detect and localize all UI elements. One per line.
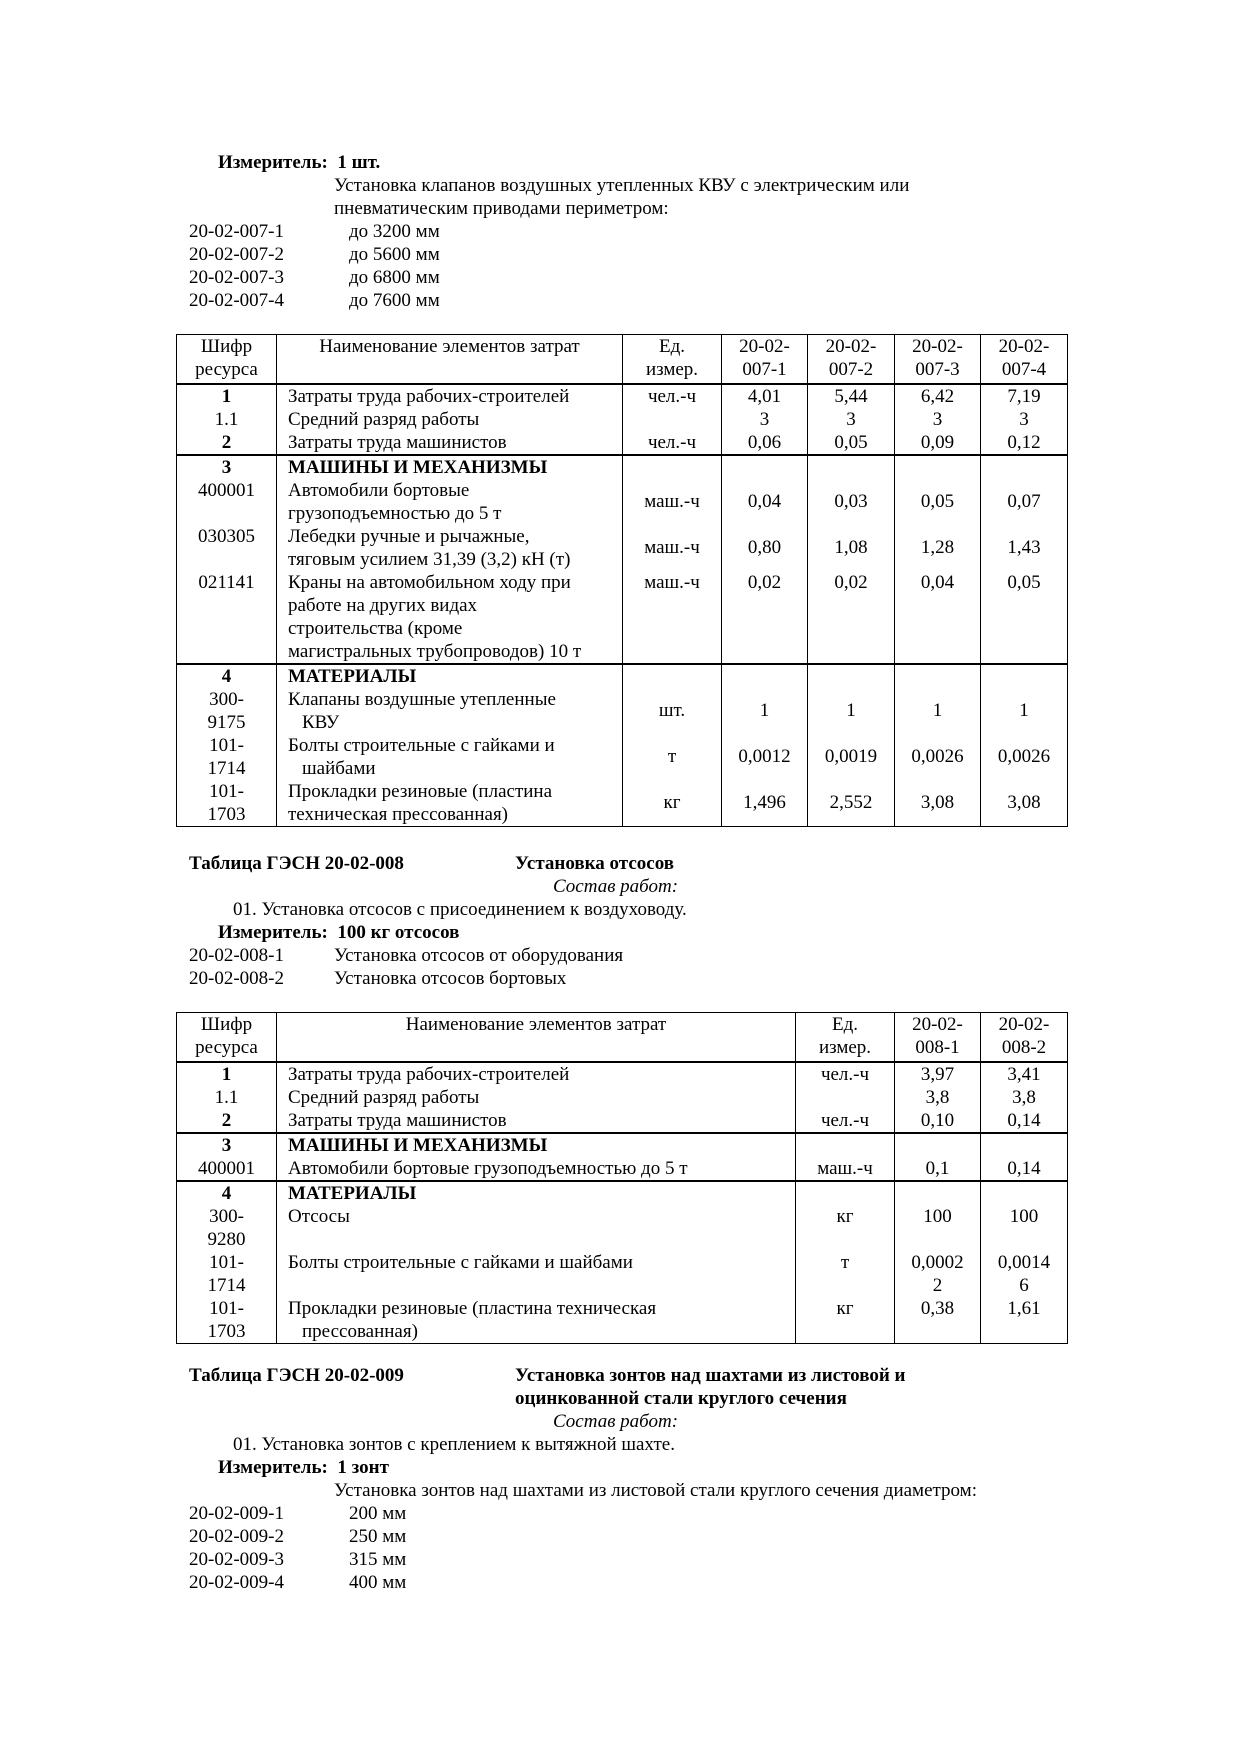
cell-text: Затраты труда рабочих-строителей [288,386,570,407]
cell-text: измер. [818,1037,872,1058]
header-name [277,335,623,385]
measure-line-3 [218,1456,389,1479]
cell-text [796,1320,894,1343]
cell-text: 101- [209,735,244,756]
cell-text: 7,19 [1007,386,1041,407]
item-text: до 6800 мм [349,267,440,288]
cell-text: 100 [1009,1206,1039,1227]
cell-text [796,1228,894,1251]
cell-text: 1,496 [743,792,786,813]
header-code [177,335,277,385]
item-code: 20-02-009-1 [189,1503,284,1524]
value-cell [895,384,981,455]
cell-text: 1,08 [834,537,868,558]
cell-text: 400001 [198,1158,255,1179]
cell-text [981,665,1067,688]
cell-text [981,1228,1067,1251]
cell-text: шайбами [302,758,376,779]
cell-text [981,1182,1067,1205]
intro-line: Установка клапанов воздушных утепленных КВУ с электрическим или [334,175,910,196]
cell-text: т [840,1252,850,1273]
cell-text: 0,0014 [997,1252,1051,1273]
cell-text: Автомобили бортовые грузоподъемностью до 5 т [288,1158,688,1179]
cell-text: 101- [209,781,244,802]
cell-text: 0,05 [1007,572,1041,593]
value-cell [981,1181,1068,1344]
item-code: 20-02-009-2 [189,1526,284,1547]
measure-value: 1 шт. [337,152,381,173]
cell-text: 300- [209,689,244,710]
cell-text: шт. [658,700,686,721]
cell-text [895,456,980,479]
cell-text [796,1182,894,1205]
cell-text: 007-2 [828,359,874,380]
item-text: 400 мм [349,1572,407,1593]
cell-text: Краны на автомобильном ходу при [288,572,571,593]
cell-text: измер. [645,359,699,380]
cell-text: 0,1 [925,1158,950,1179]
cell-text: 0,38 [920,1298,955,1319]
cell-text [177,502,276,525]
cell-text: 3,08 [1007,792,1041,813]
cell-text: 6 [1019,1275,1029,1296]
cell-text: Шифр [200,336,253,357]
cell-text [288,1228,795,1251]
table-header-row [177,1013,1068,1063]
cell-text [895,665,980,688]
cell-text: 3 [221,457,232,478]
measure-value: 100 кг отсосов [337,922,460,943]
cell-text: кг [836,1298,854,1319]
cell-text: маш.-ч [817,1158,873,1179]
value-cell [895,1181,981,1344]
cell-text: Затраты труда рабочих-строителей [288,1064,570,1085]
cell-text: 20-02- [739,336,790,357]
cell-text: 1,28 [920,537,955,558]
measure-line-2 [218,921,459,944]
cell-text: 1714 [207,758,246,779]
cell-text: тяговым усилием 31,39 (3,2) кН (т) [288,549,571,570]
value-cell [808,384,895,455]
cell-text [808,665,894,688]
cell-text: Ед. [831,1014,859,1035]
cell-text: чел.-ч [647,386,697,407]
cell-text [722,665,807,688]
cell-text: 0,04 [747,491,782,512]
item-text: до 3200 мм [349,221,440,242]
cell-text: 1703 [207,804,246,825]
cell-text: 0,04 [920,572,955,593]
table-row-labor [177,1062,1068,1133]
cell-text: грузоподъемностью до 5 т [288,503,502,524]
cell-text: Наименование элементов затрат [405,1014,667,1035]
value-cell [808,664,895,827]
name-cell [277,384,623,455]
cell-text: 20-02- [912,1014,963,1035]
value-cell [722,664,808,827]
cell-text: 3 [846,409,856,430]
cell-text: 100 [923,1206,952,1227]
cell-text: 0,03 [834,491,868,512]
cell-text: Ед. [658,336,686,357]
cell-text: 3,8 [1012,1087,1036,1108]
name-cell [277,664,623,827]
header-name [277,1013,796,1063]
item-text: Установка отсосов от оборудования [334,945,624,966]
cell-text [981,1320,1067,1343]
cell-text: Прокладки резиновые (пластина [288,781,553,802]
table-row-machines [177,1133,1068,1181]
item-text: до 5600 мм [349,244,440,265]
work-item: 01. Установка отсосов с присоединением к воздуховоду. [233,899,687,920]
cell-text: чел.-ч [647,432,697,453]
cell-text: 20-02- [998,1014,1050,1035]
cell-text: 0,02 [834,572,868,593]
cell-text: 2 [932,1275,943,1296]
cell-text: Средний разряд работы [288,409,480,430]
name-cell [277,1133,796,1181]
cell-text: 1 [846,700,856,721]
cell-text: 0,14 [1007,1110,1041,1131]
cell-text: 300- [209,1206,244,1227]
cell-text [288,1274,795,1297]
cell-text [722,456,807,479]
header-unit [796,1013,895,1063]
cell-text: 0,09 [920,432,955,453]
cell-text: 0,12 [1007,432,1041,453]
cell-text: 0,0019 [824,746,878,767]
cell-text: 008-2 [1001,1037,1047,1058]
cell-text: ресурса [195,359,258,380]
value-cell [722,384,808,455]
cell-text: 007-3 [915,359,960,380]
cell-text: 007-4 [1001,359,1047,380]
cell-text [177,594,276,617]
value-cell [981,664,1068,827]
table-title: Установка зонтов над шахтами из листовой и [515,1365,906,1386]
cell-text: 3 [932,409,943,430]
item-text: 315 мм [349,1549,407,1570]
unit-cell [796,1062,895,1133]
name-cell [277,1181,796,1344]
item-code: 20-02-008-1 [189,945,284,966]
unit-cell [796,1133,895,1181]
table-title: оцинкованной стали круглого сечения [515,1388,847,1409]
cell-text: 0,0026 [997,746,1051,767]
value-cell [895,1062,981,1133]
item-text: Установка отсосов бортовых [334,968,567,989]
cell-text: МАШИНЫ И МЕХАНИЗМЫ [288,457,548,478]
cell-text: 007-1 [742,359,787,380]
work-item: 01. Установка зонтов с креплением к вытяжной шахте. [233,1434,675,1455]
cell-text: 3,8 [925,1087,950,1108]
cell-text: 2 [221,1110,232,1131]
cell-text: 0,10 [920,1110,955,1131]
value-cell [981,1062,1068,1133]
cell-text: Затраты труда машинистов [288,432,507,453]
cell-text: маш.-ч [644,537,700,558]
value-cell [981,1133,1068,1181]
cell-text: 20-02- [825,336,877,357]
cell-text: МАШИНЫ И МЕХАНИЗМЫ [288,1135,548,1156]
cell-text: 9175 [207,712,246,733]
cell-text: Болты строительные с гайками и шайбами [288,1252,633,1273]
composition-heading: Состав работ: [553,1411,679,1432]
name-cell [277,455,623,664]
unit-cell [796,1181,895,1344]
cell-text: 5,44 [834,386,868,407]
cell-text: Отсосы [288,1206,350,1227]
cell-text: 2,552 [829,792,873,813]
cell-text [895,1182,980,1205]
header-col [981,335,1068,385]
cell-text [623,456,721,479]
cell-text: Шифр [200,1014,253,1035]
item-text: 250 мм [349,1526,407,1547]
cell-text: Затраты труда машинистов [288,1110,507,1131]
cell-text: 20-02- [998,336,1050,357]
cell-text: работе на других видах [288,595,478,616]
cell-text [895,1134,980,1157]
value-cell [895,455,981,664]
cell-text: 1703 [207,1321,246,1342]
resource-table-2 [176,1012,1068,1344]
cell-text: прессованная) [302,1321,418,1342]
cell-text: 3 [759,409,770,430]
cell-text: техническая прессованная) [288,804,509,825]
cell-text: 0,0002 [911,1252,964,1273]
name-cell [277,1062,796,1133]
cell-text: 1 [1019,700,1029,721]
cell-text: 0,0026 [911,746,964,767]
item-code: 20-02-007-4 [189,290,284,311]
measure-label: Измеритель: [218,152,328,173]
composition-heading: Состав работ: [553,876,679,897]
cell-text: 0,02 [747,572,782,593]
cell-text: 1714 [207,1275,246,1296]
cell-text: кг [663,792,681,813]
cell-text: 021141 [198,572,255,593]
cell-text: кг [836,1206,854,1227]
value-cell [981,455,1068,664]
cell-text [177,548,276,571]
cell-text: 0,07 [1007,491,1041,512]
cell-text: 1,43 [1007,537,1041,558]
cell-text: 008-1 [915,1037,960,1058]
cell-text [796,1134,894,1157]
cell-text: 101- [209,1252,244,1273]
value-cell [981,384,1068,455]
cell-text [981,456,1067,479]
cell-text: МАТЕРИАЛЫ [288,1183,417,1204]
measure-line-1 [218,151,380,174]
table-header-row [177,335,1068,385]
cell-text: Прокладки резиновые (пластина техническая [288,1298,657,1319]
table-row-labor [177,384,1068,455]
header-col [981,1013,1068,1063]
cell-text: строительства (кроме [288,618,463,639]
header-col [808,335,895,385]
cell-text [796,1274,894,1297]
cell-text: магистральных трубопроводов) 10 т [288,641,582,662]
cell-text: 9280 [207,1229,246,1250]
code-cell [177,384,277,455]
item-text: 200 мм [349,1503,407,1524]
measure-label: Измеритель: [218,922,328,943]
unit-cell [623,664,722,827]
cell-text: Клапаны воздушные утепленные [288,689,556,710]
cell-text: МАТЕРИАЛЫ [288,666,417,687]
cell-text [177,640,276,663]
item-code: 20-02-007-1 [189,221,284,242]
header-col [722,335,808,385]
cell-text: 1 [759,700,770,721]
cell-text: 4 [221,666,232,687]
cell-text: 1 [221,1064,232,1085]
resource-table-1 [176,334,1068,827]
cell-text: 0,05 [834,432,868,453]
table-row-materials [177,664,1068,827]
cell-text: чел.-ч [820,1110,870,1131]
table-label: Таблица ГЭСН 20-02-008 [189,853,404,874]
header-col [895,335,981,385]
cell-text: Средний разряд работы [288,1087,480,1108]
cell-text: 030305 [198,526,255,547]
item-code: 20-02-007-3 [189,267,284,288]
cell-text: Лебедки ручные и рычажные, [288,526,530,547]
value-cell [722,455,808,664]
cell-text: 20-02- [912,336,963,357]
code-cell [177,1181,277,1344]
value-cell [895,664,981,827]
cell-text: 4,01 [747,386,782,407]
cell-text: 1 [932,700,943,721]
table-label: Таблица ГЭСН 20-02-009 [189,1365,404,1386]
header-unit [623,335,722,385]
item-code: 20-02-009-3 [189,1549,284,1570]
code-cell [177,664,277,827]
cell-text: Наименование элементов затрат [319,336,580,357]
measure-label: Измеритель: [218,1457,328,1478]
cell-text: маш.-ч [644,491,700,512]
cell-text: 0,06 [747,432,782,453]
cell-text: КВУ [302,712,340,733]
cell-text: 101- [209,1298,244,1319]
cell-text: 0,05 [920,491,955,512]
cell-text: маш.-ч [644,572,700,593]
table-title: Установка отсосов [515,853,675,874]
header-col [895,1013,981,1063]
table-row-machines [177,455,1068,664]
intro-line: Установка зонтов над шахтами из листовой стали круглого сечения диаметром: [334,1480,977,1501]
unit-cell [623,455,722,664]
cell-text: 400001 [198,480,255,501]
cell-text: 1,61 [1007,1298,1041,1319]
cell-text [796,1086,894,1109]
cell-text: 1.1 [214,1087,239,1108]
code-cell [177,455,277,664]
code-cell [177,1062,277,1133]
value-cell [808,455,895,664]
value-cell [895,1133,981,1181]
cell-text: т [667,746,677,767]
cell-text [808,456,894,479]
item-text: до 7600 мм [349,290,440,311]
cell-text: 0,80 [747,537,782,558]
item-code: 20-02-008-2 [189,968,284,989]
cell-text: 3,41 [1007,1064,1041,1085]
cell-text [981,1134,1067,1157]
cell-text: 3 [221,1135,232,1156]
cell-text [177,617,276,640]
measure-value: 1 зонт [337,1457,389,1478]
unit-cell [623,384,722,455]
cell-text: 3 [1019,409,1029,430]
cell-text [895,1320,980,1343]
table-row-materials [177,1181,1068,1344]
cell-text: 2 [221,432,232,453]
cell-text: 1.1 [214,409,239,430]
cell-text: ресурса [195,1037,258,1058]
item-code: 20-02-007-2 [189,244,284,265]
cell-text: 0,14 [1007,1158,1041,1179]
cell-text [623,408,721,431]
cell-text [895,1228,980,1251]
cell-text [623,665,721,688]
cell-text: Болты строительные с гайками и [288,735,555,756]
cell-text: 0,0012 [738,746,791,767]
cell-text: 4 [221,1183,232,1204]
cell-text: 3,08 [920,792,955,813]
cell-text: 6,42 [920,386,955,407]
item-code: 20-02-009-4 [189,1572,284,1593]
header-code [177,1013,277,1063]
code-cell [177,1133,277,1181]
cell-text: 1 [221,386,232,407]
cell-text: 3,97 [920,1064,955,1085]
intro-line: пневматическим приводами периметром: [334,198,669,219]
cell-text: чел.-ч [820,1064,870,1085]
cell-text: Автомобили бортовые [288,480,470,501]
